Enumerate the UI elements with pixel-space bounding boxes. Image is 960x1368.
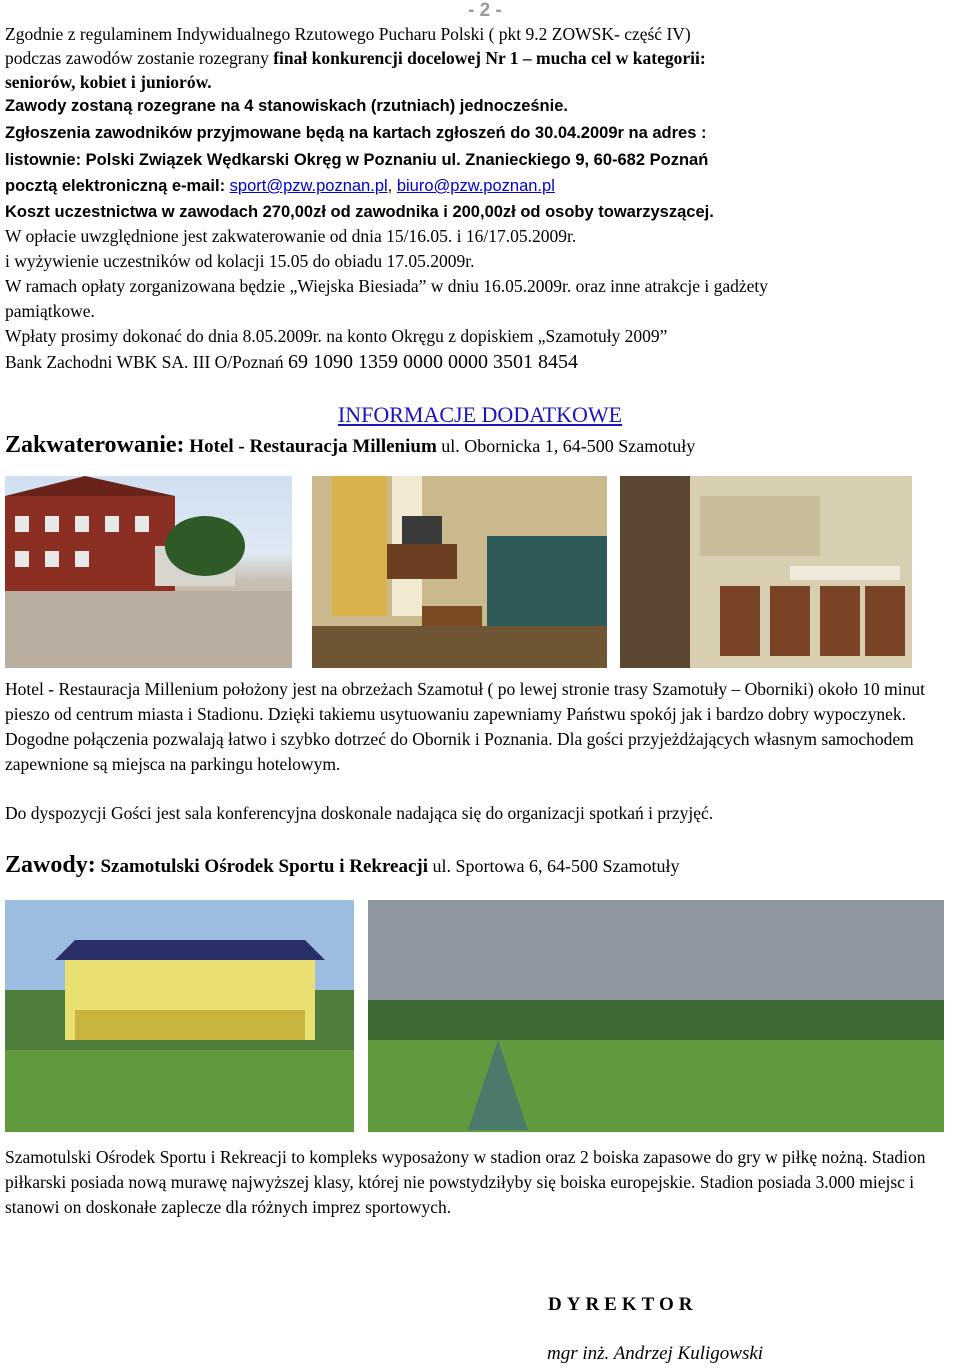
account-number: 69 1090 1359 0000 0000 3501 8454 — [288, 351, 579, 373]
hotel-restaurant-photo — [620, 476, 912, 668]
hotel-room-photo — [312, 476, 607, 668]
stadium-field-photo — [368, 900, 944, 1132]
intro-line-3: seniorów, kobiet i juniorów. — [5, 72, 212, 92]
email-separator: , — [387, 177, 397, 195]
hotel-room-image — [312, 476, 607, 668]
intro-line-12: pamiątkowe. — [5, 301, 95, 321]
intro-line-11: W ramach opłaty zorganizowana będzie „Wiejska Biesiada” w dniu 16.05.2009r. oraz inne atrakcje i gadżety — [5, 276, 769, 296]
intro-line-7 — [5, 174, 555, 198]
signature-title: DYREKTOR — [548, 1294, 698, 1315]
hotel-description-2: Do dyspozycji Gości jest sala konferencyjna doskonale nadająca się do organizacji spotkań i przyjęć. — [5, 803, 714, 823]
intro-line-14 — [5, 350, 578, 374]
accommodation-label: Zakwaterowanie: — [5, 432, 185, 458]
hotel-restaurant-image — [620, 476, 912, 668]
intro-line-9: W opłacie uwzględnione jest zakwaterowanie od dnia 15/16.05. i 16/17.05.2009r. — [5, 226, 577, 246]
intro-line-1: Zgodnie z regulaminem Indywidualnego Rzutowego Pucharu Polski ( pkt 9.2 ZOWSK- część IV) — [5, 24, 691, 44]
intro-line-2-bold: finał konkurencji docelowej Nr 1 – mucha cel w kategorii: — [273, 48, 706, 68]
section-heading: INFORMACJE DODATKOWE — [337, 402, 623, 427]
hotel-exterior-photo — [5, 476, 292, 668]
signature-name: mgr inż. Andrzej Kuligowski — [547, 1343, 764, 1364]
intro-line-5: Zgłoszenia zawodników przyjmowane będą na kartach zgłoszeń do 30.04.2009r na adres : — [5, 124, 707, 142]
competition-title — [5, 852, 680, 879]
competition-label: Zawody: — [5, 852, 96, 878]
email-label: pocztą elektroniczną e-mail: — [5, 177, 230, 195]
intro-line-8: Koszt uczestnictwa w zawodach 270,00zł od zawodnika i 200,00zł od osoby towarzyszącej. — [5, 203, 714, 221]
intro-line-13: Wpłaty prosimy dokonać do dnia 8.05.2009r. na konto Okręgu z dopiskiem „Szamotuły 2009” — [5, 326, 668, 346]
stadium-field-image — [368, 900, 944, 1132]
hotel-name: Hotel - Restauracja Millenium — [184, 436, 437, 457]
venue-description: Szamotulski Ośrodek Sportu i Rekreacji to kompleks wyposażony w stadion oraz 2 boiska zapasowe do gry w piłkę nożną. Stadion piłkarski posiada nową murawę najwyższej klasy, której nie powstydziłyby się boiska europejskie. Stadion posiada 3.000 miejsc i stanowi on doskonałe zaplecze dla różnych imprez sportowych. — [5, 1147, 926, 1217]
venue-name: Szamotulski Ośrodek Sportu i Rekreacji — [95, 856, 429, 877]
stadium-stand-photo — [5, 900, 354, 1132]
bank-name: Bank Zachodni WBK SA. III O/Poznań — [5, 352, 289, 372]
intro-line-4: Zawody zostaną rozegrane na 4 stanowiskach (rzutniach) jednocześnie. — [5, 97, 568, 115]
page-number: - 2 - — [468, 0, 502, 21]
intro-line-6: listownie: Polski Związek Wędkarski Okręg w Poznaniu ul. Znanieckiego 9, 60-682 Poznań — [5, 151, 709, 169]
email-link-sport[interactable]: sport@pzw.poznan.pl — [229, 177, 388, 195]
hotel-address: ul. Obornicka 1, 64-500 Szamotuły — [436, 436, 696, 456]
email-link-biuro[interactable]: biuro@pzw.poznan.pl — [396, 177, 555, 195]
hotel-description: Hotel - Restauracja Millenium położony jest na obrzeżach Szamotuł ( po lewej stronie trasy Szamotuły – Oborniki) około 10 minut pieszo od centrum miasta i Stadionu. Dzięki takiemu usytuowaniu zapewniamy Państwu spokój jak i bardzo dobry wypoczynek. Dogodne połączenia pozwalają łatwo i szybko dotrzeć do Obornik i Poznania. Dla gości przyjeżdżających własnym samochodem zapewnione są miejsca na parkingu hotelowym. — [5, 679, 925, 774]
intro-line-10: i wyżywienie uczestników od kolacji 15.05 do obiadu 17.05.2009r. — [5, 251, 475, 271]
hotel-exterior-image — [5, 476, 292, 668]
stadium-stand-image — [5, 900, 354, 1132]
intro-line-2-text: podczas zawodów zostanie rozegrany — [5, 48, 274, 68]
accommodation-title — [5, 432, 695, 459]
venue-address: ul. Sportowa 6, 64-500 Szamotuły — [428, 856, 680, 876]
intro-line-2 — [5, 46, 706, 70]
